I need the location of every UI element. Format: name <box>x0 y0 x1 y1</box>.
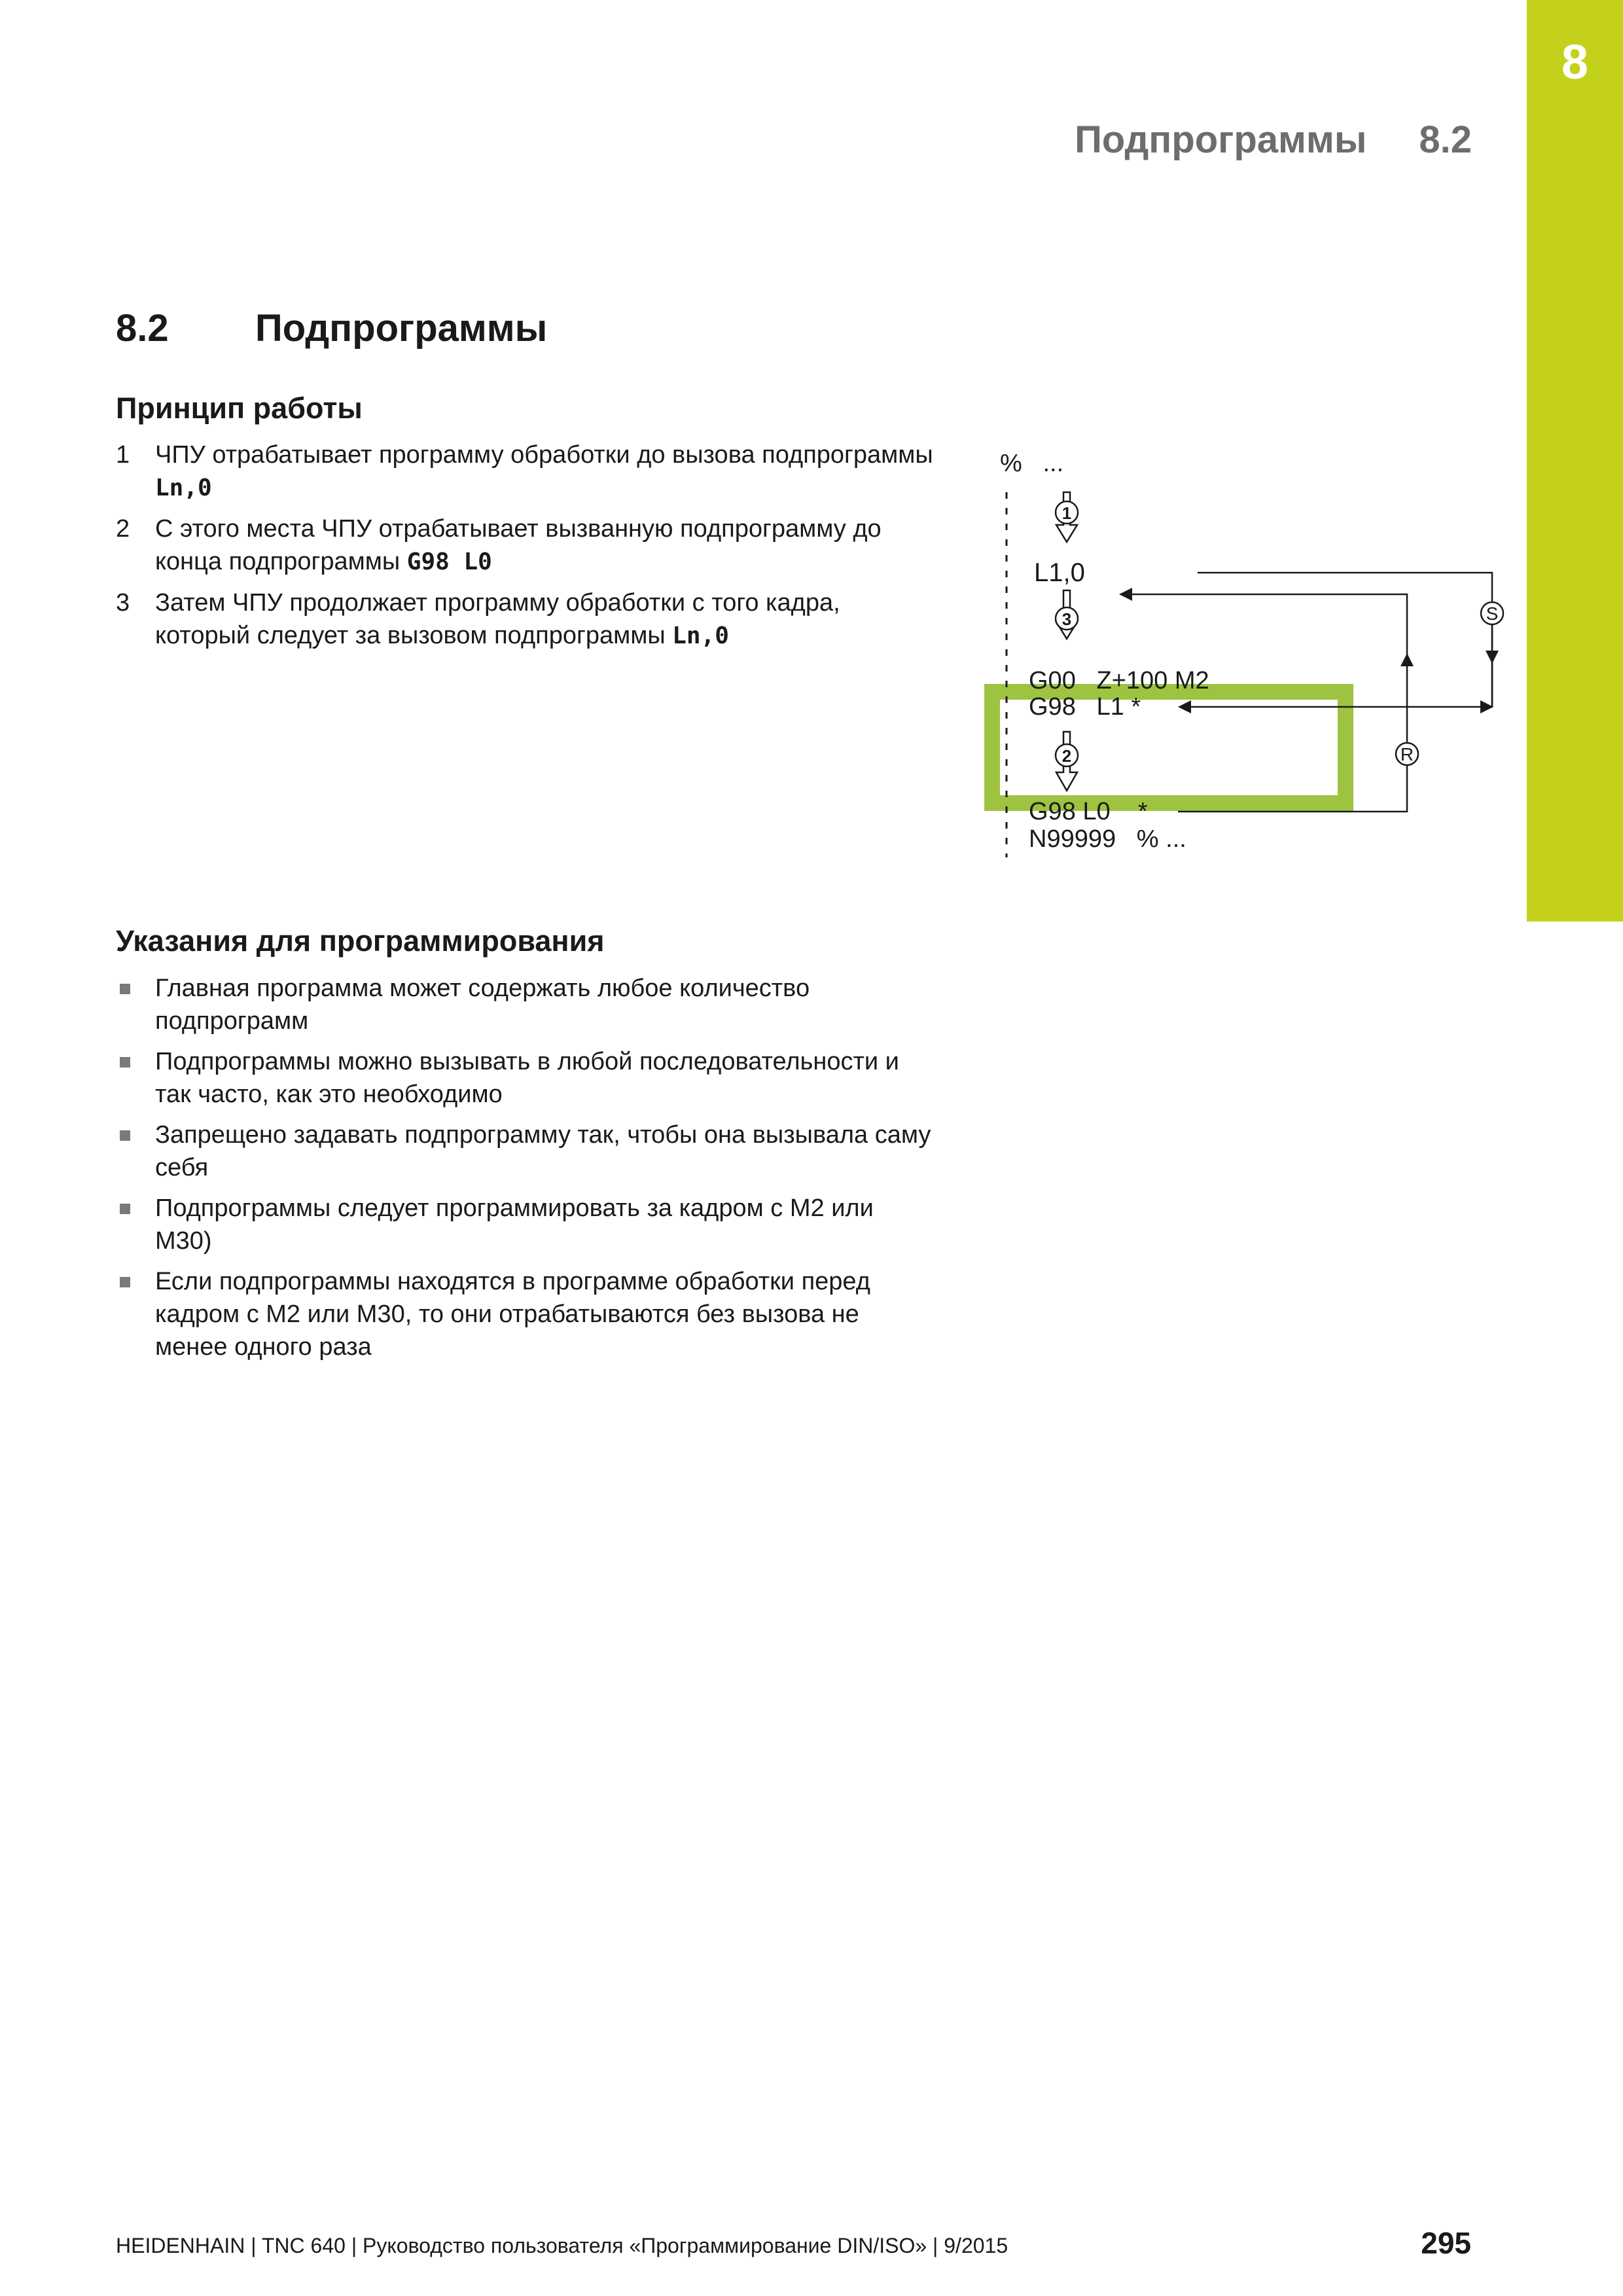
running-head-title: Подпрограммы <box>1075 118 1367 161</box>
running-head-number: 8.2 <box>1419 118 1472 161</box>
page-number: 295 <box>1421 2226 1471 2260</box>
bullet-square-icon <box>120 1057 130 1067</box>
principle-steps <box>116 439 934 660</box>
note-text: Если подпрограммы находятся в программе обработки перед кадром с M2 или M30, то они отрабатываются без вызова не менее одного раза <box>155 1268 870 1361</box>
step-number: 1 <box>116 441 130 469</box>
footer-text: HEIDENHAIN | TNC 640 | Руководство пользователя «Программирование DIN/ISO» | 9/2015 <box>116 2234 1008 2257</box>
principle-heading: Принцип работы <box>116 391 363 425</box>
step-number: 3 <box>116 589 130 617</box>
note-text: Подпрограммы можно вызывать в любой последовательности и так часто, как это необходимо <box>155 1048 899 1108</box>
list-item <box>116 1192 934 1257</box>
program-start: % ... <box>1000 450 1064 477</box>
step-marker-1-label: 1 <box>1061 503 1072 523</box>
bullet-square-icon <box>120 984 130 994</box>
jump-marker-s-label: S <box>1486 603 1499 624</box>
section-number: 8.2 <box>116 307 169 350</box>
program-finish: N99999 % ... <box>1029 825 1186 853</box>
chapter-number: 8 <box>1561 35 1589 89</box>
bullet-square-icon <box>120 1130 130 1141</box>
notes-list <box>116 972 934 1371</box>
list-item <box>116 1265 934 1363</box>
section-title <box>116 306 548 350</box>
subprogram-label: G98 L1 * <box>1029 693 1141 721</box>
step-marker-3-label: 3 <box>1061 609 1072 629</box>
program-end-block: G00 Z+100 M2 <box>1029 667 1209 694</box>
subprogram-end: G98 L0 * <box>1029 798 1148 825</box>
bullet-square-icon <box>120 1204 130 1214</box>
note-text: Запрещено задавать подпрограмму так, чтобы она вызывала саму себя <box>155 1121 931 1181</box>
bullet-square-icon <box>120 1277 130 1287</box>
return-line-r-top <box>1120 594 1407 658</box>
step-text: Затем ЧПУ продолжает программу обработки с того кадра, который следует за вызовом подпрограммы <box>155 589 840 649</box>
list-item <box>116 1045 934 1111</box>
notes-heading: Указания для программирования <box>116 924 605 958</box>
step-text: С этого места ЧПУ отрабатывает вызванную подпрограмму до конца подпрограммы <box>155 515 882 575</box>
return-marker-r-label: R <box>1400 744 1414 764</box>
note-text: Подпрограммы следует программировать за кадром с M2 или M30) <box>155 1194 874 1255</box>
step-code: Ln,0 <box>155 475 212 501</box>
section-name: Подпрограммы <box>255 307 548 350</box>
step-number: 2 <box>116 515 130 543</box>
list-item <box>116 439 934 505</box>
step-marker-2-label: 2 <box>1061 746 1072 766</box>
chapter-tab <box>1527 0 1623 922</box>
note-text: Главная программа может содержать любое количество подпрограмм <box>155 975 810 1035</box>
list-item <box>116 512 934 579</box>
step-code: Ln,0 <box>672 622 729 649</box>
step-code: G98 L0 <box>406 548 492 575</box>
list-item <box>116 1119 934 1184</box>
return-line-r <box>1178 655 1407 812</box>
list-item <box>116 972 934 1037</box>
running-head <box>1075 118 1472 162</box>
list-item <box>116 586 934 653</box>
subprogram-call: L1,0 <box>1034 558 1085 587</box>
subprogram-flow-diagram <box>982 432 1538 864</box>
step-text: ЧПУ отрабатывает программу обработки до вызова подпрограммы <box>155 441 933 469</box>
